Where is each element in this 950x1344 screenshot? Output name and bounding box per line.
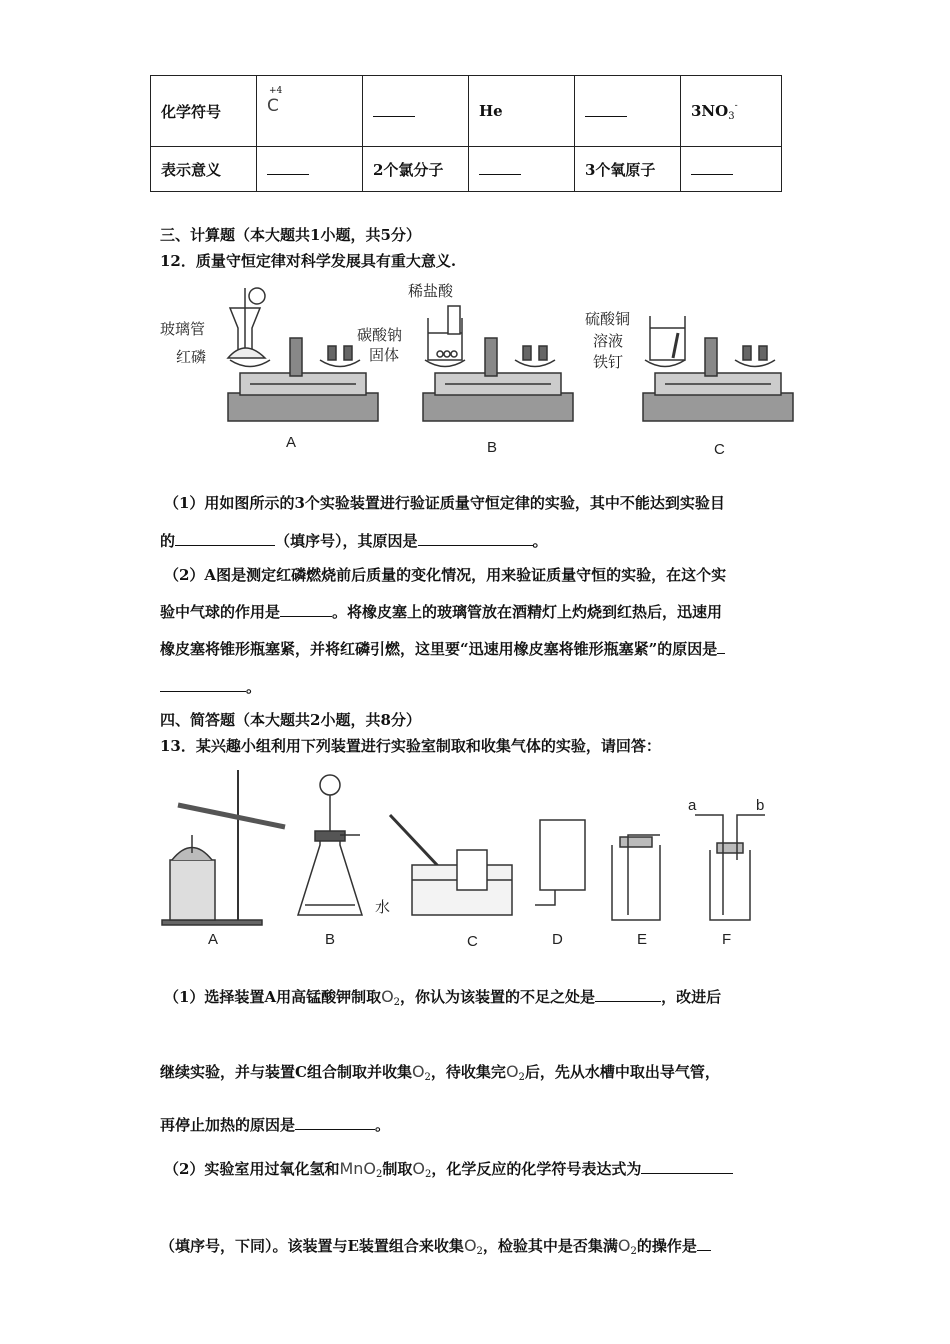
apparatus-f [695, 815, 765, 920]
q13-part1-line2: 继续实验，并与装置C组合制取并收集$O_2$，待收集完$O_2$后，先从水槽中取出导气管， [160, 1062, 720, 1083]
label-solid: 固体 [369, 346, 400, 364]
cell-blank-2[interactable] [575, 76, 681, 147]
figure-2-label-f: F [722, 931, 732, 948]
q12-part1-line1: （1）用如图所示的3个实验装置进行验证质量守恒定律的实验，其中不能达到实验目 [164, 494, 725, 512]
q12-part2-line2: 验中气球的作用是 。将橡皮塞上的玻璃管放在酒精灯上灼烧到红热后，迅速用 [160, 603, 723, 621]
apparatus-a [162, 770, 285, 925]
label-glass-tube: 玻璃管 [160, 320, 206, 338]
carbon-charge: +4 [269, 86, 283, 96]
question-12-title: 12．质量守恒定律对科学发展具有重大意义. [160, 252, 457, 270]
figure-1-label-a: A [286, 434, 297, 451]
figure-2-label-a: A [208, 931, 219, 948]
figure-apparatus [150, 765, 800, 930]
label-red-phosphorus: 红磷 [176, 348, 207, 366]
figure-1-label-c: C [714, 441, 725, 458]
answer-blank[interactable] [175, 531, 275, 546]
cell-oxygen-atoms: 3个氧原子 [575, 147, 681, 192]
label-solution: 溶液 [593, 332, 624, 350]
port-a-label: a [688, 797, 697, 814]
label-copper-sulfate: 硫酸铜 [585, 310, 631, 328]
q13-part2-line2: （填序号，下同）。该装置与E装置组合来收集$O_2$，检验其中是否集满$O_2$的操作是 [160, 1235, 711, 1257]
cell-blank-4[interactable] [469, 147, 575, 192]
balance-b [423, 306, 573, 421]
figure-2-label-e: E [637, 931, 648, 948]
port-b-label: b [756, 797, 765, 814]
q13-part1-line3: 再停止加热的原因是 。 [160, 1116, 391, 1134]
answer-blank[interactable] [641, 1159, 733, 1174]
cell-helium: He [469, 76, 575, 147]
figure-1-label-b: B [487, 439, 498, 456]
apparatus-e [612, 835, 660, 920]
row-header-symbol: 化学符号 [151, 76, 257, 147]
apparatus-c [390, 815, 512, 915]
q12-part2-line1: （2）A图是测定红磷燃烧前后质量的变化情况，用来验证质量守恒的实验，在这个实 [164, 566, 727, 584]
chemical-symbol-table [150, 75, 782, 192]
answer-blank[interactable] [160, 677, 246, 692]
cell-nitrate: $3NO_3^-$ [681, 76, 782, 147]
answer-blank[interactable] [595, 987, 661, 1002]
answer-blank[interactable] [418, 531, 533, 546]
q13-part2-line1: （2）实验室用过氧化氢和MnO$_2$制取$O_2$，化学反应的化学符号表达式为 [164, 1158, 733, 1180]
answer-blank[interactable] [280, 602, 332, 617]
figure-2-label-d: D [552, 931, 563, 948]
q12-part2-line4: 。 [160, 676, 261, 697]
section-3-heading: 三、计算题（本大题共1小题，共5分） [160, 226, 421, 244]
figure-balances [150, 278, 800, 463]
figure-2-label-c: C [467, 933, 478, 950]
cell-blank-1[interactable] [363, 76, 469, 147]
cell-blank-5[interactable] [681, 147, 782, 192]
table-row [151, 147, 782, 192]
q12-part1-line2: 的 （填序号），其原因是 。 [160, 532, 548, 550]
label-sodium-carbonate: 碳酸钠 [357, 326, 403, 344]
answer-blank[interactable] [295, 1115, 375, 1130]
section-4-heading: 四、简答题（本大题共2小题，共8分） [160, 711, 421, 729]
answer-blank[interactable] [697, 1236, 711, 1251]
question-13-title: 13．某兴趣小组利用下列装置进行实验室制取和收集气体的实验，请回答： [160, 737, 661, 755]
cell-chlorine: 2个氯分子 [363, 147, 469, 192]
figure-2-label-b: B [325, 931, 336, 948]
cell-carbon [257, 76, 363, 147]
carbon-symbol: C [267, 96, 279, 116]
cell-blank-3[interactable] [257, 147, 363, 192]
label-dilute-hcl: 稀盐酸 [408, 282, 454, 300]
label-iron-nail: 铁钉 [593, 353, 624, 371]
q12-part2-line3: 橡皮塞将锥形瓶塞紧，并将红磷引燃，这里要“迅速用橡皮塞将锥形瓶塞紧”的原因是 [160, 638, 725, 659]
table-row [151, 76, 782, 147]
row-header-meaning: 表示意义 [151, 147, 257, 192]
apparatus-b [298, 775, 362, 915]
label-water: 水 [375, 898, 391, 916]
q13-part1-line1: （1）选择装置A用高锰酸钾制取$O_2$，你认为该装置的不足之处是 ，改进后 [164, 987, 722, 1008]
balance-a [228, 288, 378, 421]
apparatus-d [535, 820, 585, 905]
balance-c [643, 316, 793, 421]
